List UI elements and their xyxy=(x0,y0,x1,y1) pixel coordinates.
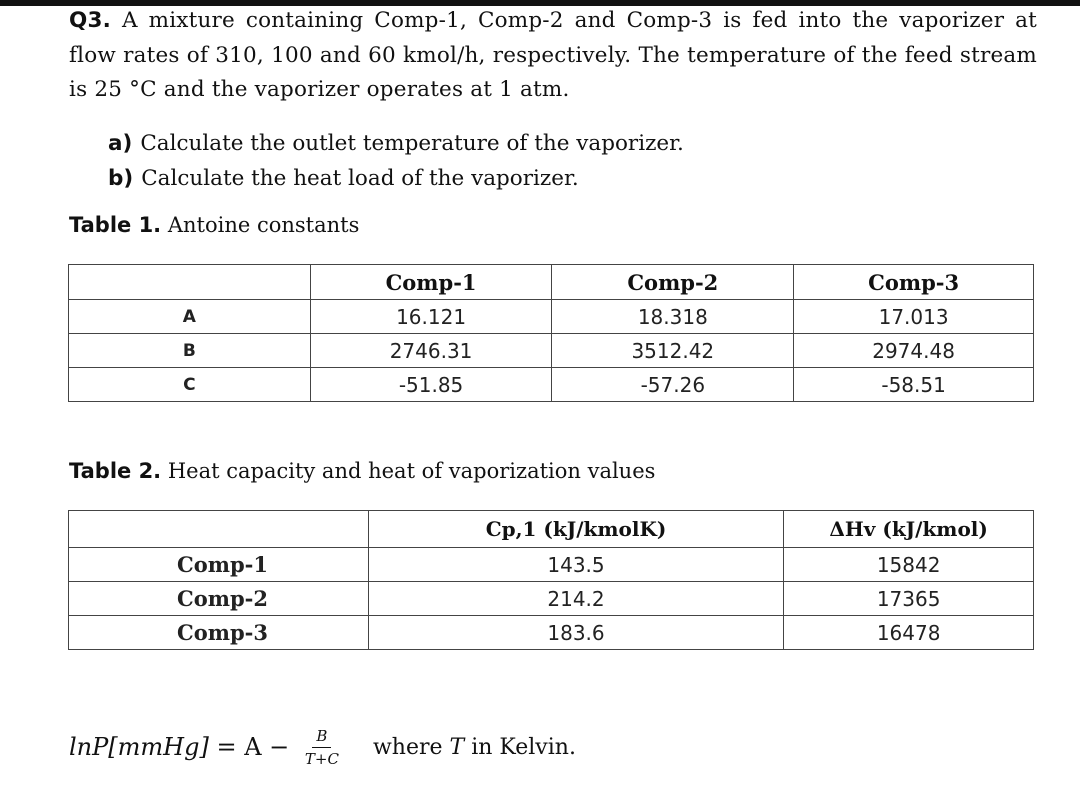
table-header-cell: Comp-3 xyxy=(794,265,1034,300)
equation-fraction xyxy=(305,727,339,768)
row-label: Comp-1 xyxy=(69,548,369,582)
table-header-cell xyxy=(69,511,369,548)
table1-caption xyxy=(69,213,359,237)
table-header-cell: ΔHv (kJ/kmol) xyxy=(784,511,1034,548)
table-cell: 16478 xyxy=(784,616,1034,650)
fraction-numerator: B xyxy=(312,727,331,748)
table2-caption-label: Table 2. xyxy=(69,459,162,483)
row-label: C xyxy=(69,368,311,402)
table1-caption-text: Antoine constants xyxy=(167,213,360,237)
table-cell: -58.51 xyxy=(794,368,1034,402)
table-cell: 183.6 xyxy=(368,616,783,650)
table2-caption xyxy=(69,459,655,483)
note-variable: T xyxy=(449,734,465,760)
table1-caption-label: Table 1. xyxy=(69,213,162,237)
fraction-denominator: T+C xyxy=(304,749,339,768)
question-parts xyxy=(108,126,684,196)
row-label: Comp-3 xyxy=(69,616,369,650)
table-cell: 3512.42 xyxy=(552,334,794,368)
table-row xyxy=(69,548,1034,582)
table-cell: 18.318 xyxy=(552,300,794,334)
part-b xyxy=(108,161,684,196)
table-cell: 16.121 xyxy=(310,300,552,334)
table-header-cell: Comp-1 xyxy=(310,265,552,300)
table-row xyxy=(69,300,1034,334)
equation-operator: = A − xyxy=(208,733,297,761)
table-header-row xyxy=(69,511,1034,548)
table-header-cell: Cp,1 (kJ/kmolK) xyxy=(368,511,783,548)
equation-note xyxy=(373,735,576,760)
part-b-text: Calculate the heat load of the vaporizer. xyxy=(141,166,579,191)
question-label: Q3. xyxy=(69,8,112,33)
heat-capacity-table xyxy=(68,510,1034,650)
equation-lhs: lnP[mmHg] xyxy=(69,733,209,761)
part-a-letter: a) xyxy=(108,131,133,156)
table-cell: 143.5 xyxy=(368,548,783,582)
question-text xyxy=(69,4,1037,108)
table-cell: -51.85 xyxy=(310,368,552,402)
table-cell: 214.2 xyxy=(368,582,783,616)
table-cell: 15842 xyxy=(784,548,1034,582)
table-row xyxy=(69,334,1034,368)
part-a-text: Calculate the outlet temperature of the vaporizer. xyxy=(140,131,684,156)
question-body: A mixture containing Comp-1, Comp-2 and Comp-3 is fed into the vaporizer at flow rates of 310, 100 and 60 kmol/h, respectively. The temperature of the feed stream is 25 °C and the vaporizer operates at 1 atm. xyxy=(69,8,1037,102)
table-cell: 17365 xyxy=(784,582,1034,616)
note-suffix: in Kelvin. xyxy=(464,734,576,760)
part-b-letter: b) xyxy=(108,166,134,191)
note-prefix: where xyxy=(372,734,450,760)
table-cell: -57.26 xyxy=(552,368,794,402)
table-header-row xyxy=(69,265,1034,300)
antoine-equation xyxy=(69,717,576,777)
row-label: B xyxy=(69,334,311,368)
table-header-cell xyxy=(69,265,311,300)
table2-caption-text: Heat capacity and heat of vaporization values xyxy=(167,459,656,483)
table-cell: 2746.31 xyxy=(310,334,552,368)
table-row xyxy=(69,582,1034,616)
table-row xyxy=(69,368,1034,402)
table-cell: 17.013 xyxy=(794,300,1034,334)
row-label: Comp-2 xyxy=(69,582,369,616)
table-row xyxy=(69,616,1034,650)
part-a xyxy=(108,126,684,161)
table-cell: 2974.48 xyxy=(794,334,1034,368)
table-header-cell: Comp-2 xyxy=(552,265,794,300)
antoine-constants-table xyxy=(68,264,1034,402)
row-label: A xyxy=(69,300,311,334)
